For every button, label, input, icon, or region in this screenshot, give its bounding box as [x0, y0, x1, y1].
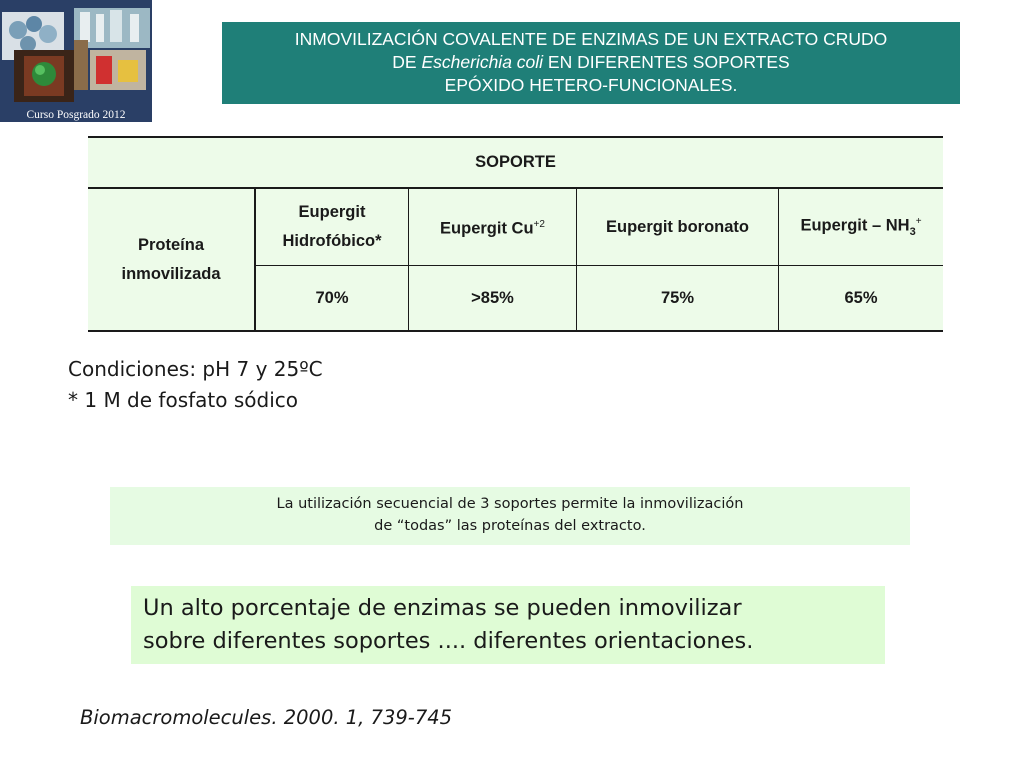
value-cu: >85%: [409, 266, 577, 332]
value-nh3: 65%: [779, 266, 944, 332]
support-results-table: [88, 136, 943, 332]
conditions-line-1: Condiciones: pH 7 y 25ºC: [68, 357, 323, 381]
row-label-line-2: inmovilizada: [121, 264, 221, 283]
reference-citation: Biomacromolecules. 2000. 1, 739-745: [80, 706, 453, 729]
column-header-1-line-1: Eupergit: [298, 203, 366, 221]
conclusion-box: [131, 586, 885, 664]
logo-collage-image: [0, 0, 152, 106]
table-column-row: [88, 188, 943, 266]
title-line-3: EPÓXIDO HETERO-FUNCIONALES.: [444, 75, 738, 95]
column-header-boronato: Eupergit boronato: [577, 188, 779, 266]
column-header-nh3: [779, 188, 944, 266]
column-header-hidrofobico: [255, 188, 409, 266]
course-logo: [0, 0, 152, 122]
column-header-4-sup: +: [915, 216, 922, 228]
title-line-2: [222, 51, 960, 74]
row-label-line-1: Proteína: [137, 235, 205, 254]
value-boronato: 75%: [577, 266, 779, 332]
conditions-line-2: * 1 M de fosfato sódico: [68, 388, 298, 412]
value-hidrofobico: 70%: [255, 266, 409, 332]
conclusion-line-2: sobre diferentes soportes .... diferentes orientaciones.: [143, 628, 754, 654]
conditions-text: [68, 354, 323, 416]
column-header-4-text: Eupergit – NH: [800, 216, 910, 235]
title-banner: [222, 22, 960, 104]
column-header-2-sup: +2: [533, 219, 545, 231]
title-species: Escherichia coli: [421, 52, 544, 72]
table-header-row: [88, 137, 943, 188]
column-header-4-sub: 3: [909, 225, 916, 238]
row-label-protein: [88, 188, 255, 331]
column-header-2-text: Eupergit Cu: [440, 219, 534, 238]
title-line-1: INMOVILIZACIÓN COVALENTE DE ENZIMAS DE UN EXTRACTO CRUDO: [294, 29, 888, 49]
table-header-soporte: SOPORTE: [88, 137, 943, 188]
logo-caption: Curso Posgrado 2012: [26, 109, 126, 121]
note-line-1: La utilización secuencial de 3 soportes permite la inmovilización: [276, 496, 744, 512]
column-header-cu: [409, 188, 577, 266]
sequential-support-note: [110, 487, 910, 545]
note-line-2: de “todas” las proteínas del extracto.: [374, 518, 646, 534]
column-header-1-line-2: Hidrofóbico*: [282, 232, 382, 250]
title-line-2-suffix: EN DIFERENTES SOPORTES: [543, 52, 790, 72]
title-line-2-prefix: DE: [392, 52, 422, 72]
conclusion-line-1: Un alto porcentaje de enzimas se pueden inmovilizar: [143, 595, 742, 621]
